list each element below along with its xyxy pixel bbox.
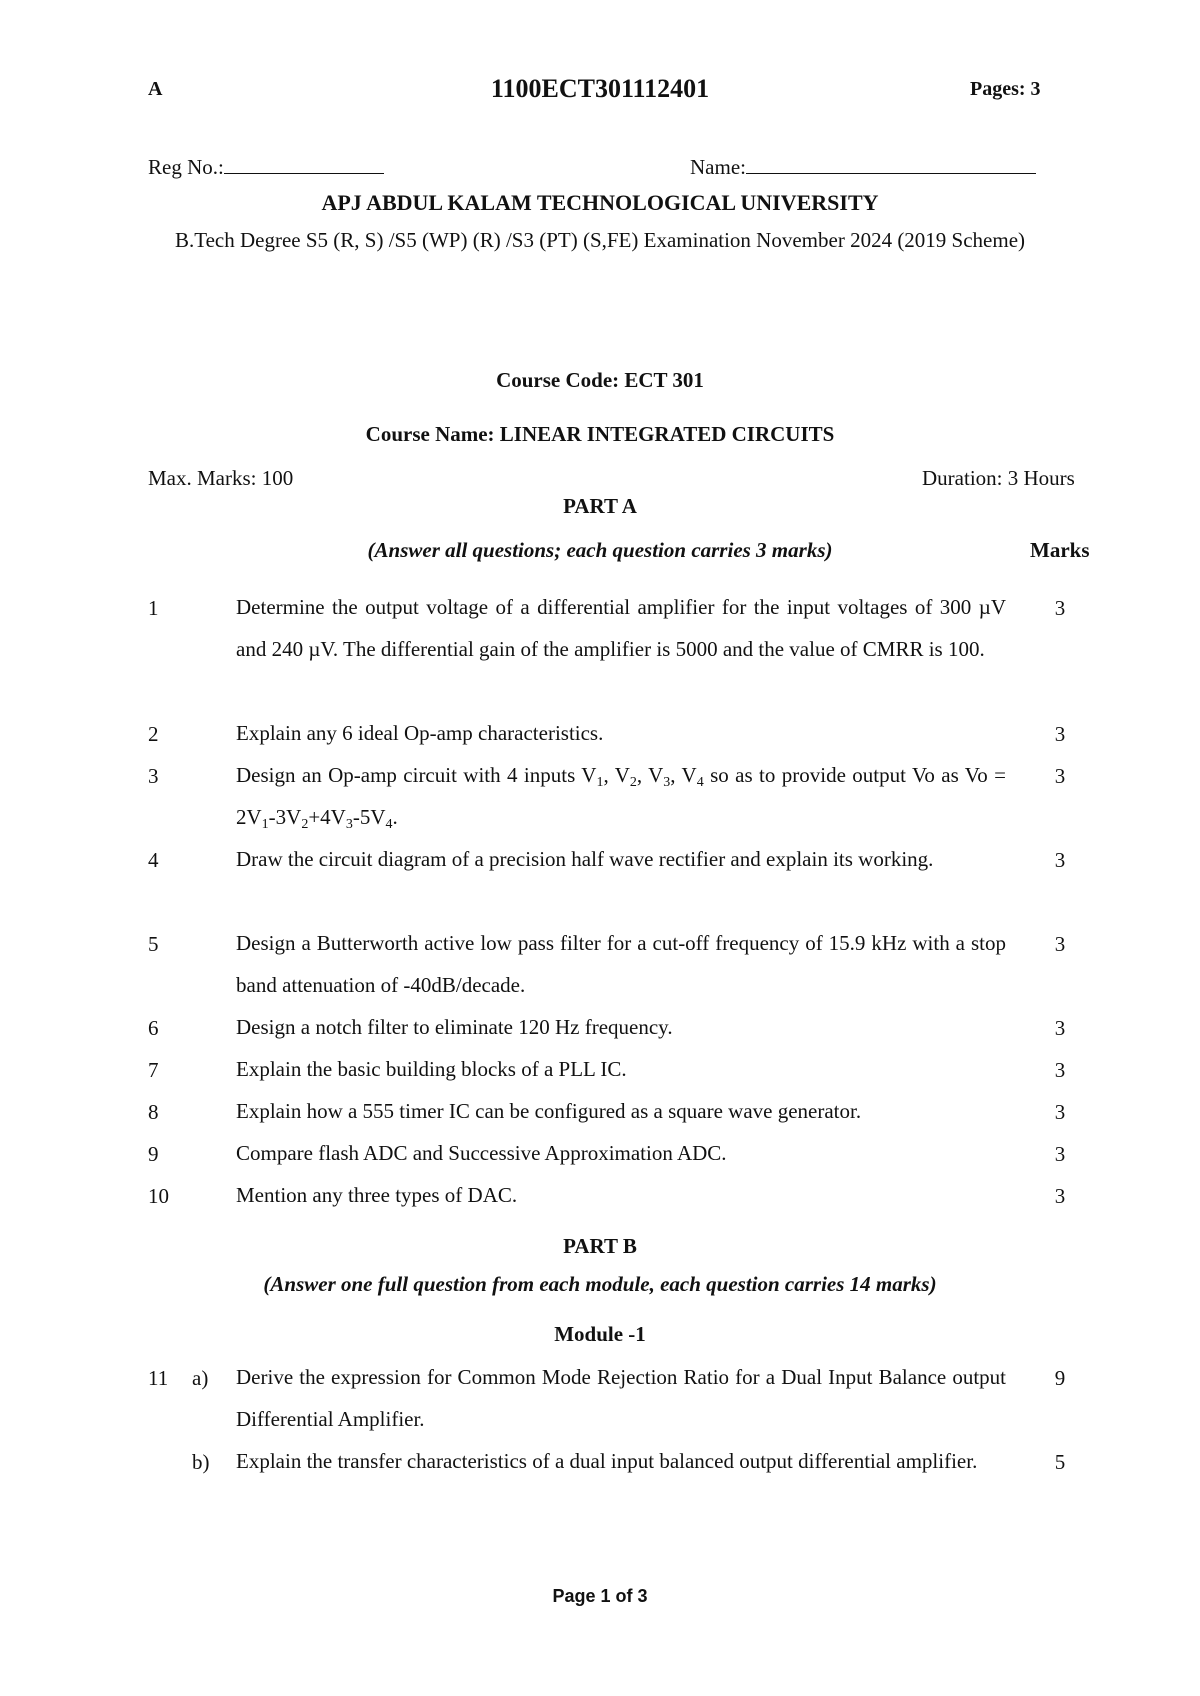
question-number: 2 [148, 722, 159, 746]
question-text: Explain the basic building blocks of a PLL IC. [236, 1057, 627, 1081]
question-marks: 3 [1054, 596, 1066, 620]
question-text: Compare flash ADC and Successive Approximation ADC. [236, 1141, 727, 1165]
reg-no-field [148, 155, 384, 180]
paper-code: 1100ECT301112401 [490, 74, 710, 103]
question-number: 10 [148, 1184, 169, 1208]
question-number: 3 [148, 764, 159, 788]
question-number: 11 [148, 1366, 169, 1390]
question-number: 7 [148, 1058, 159, 1082]
question-text: Explain the transfer characteristics of a dual input balanced output differential amplifier. [236, 1449, 978, 1473]
question-text: Determine the output voltage of a differential amplifier for the input voltages of 300 µV and 240 µV. The differential gain of the amplifier is 5000 and the value of CMRR is 100. [236, 595, 1006, 661]
sub-question-label: b) [192, 1450, 210, 1474]
module-title: Module -1 [554, 1322, 646, 1346]
part-a-title: PART A [563, 494, 637, 518]
question-marks: 3 [1054, 932, 1066, 956]
part-b-title: PART B [563, 1234, 637, 1258]
page-count: Pages: 3 [970, 78, 1041, 100]
duration: Duration: 3 Hours [922, 466, 1075, 490]
question-text: Explain how a 555 timer IC can be configured as a square wave generator. [236, 1099, 862, 1123]
question-marks: 3 [1054, 848, 1066, 872]
question-text: Draw the circuit diagram of a precision half wave rectifier and explain its working. [236, 847, 934, 871]
question-marks: 3 [1054, 1184, 1066, 1208]
question-text: Design a notch filter to eliminate 120 Hz frequency. [236, 1015, 673, 1039]
question-number: 4 [148, 848, 159, 872]
question-marks: 3 [1054, 1058, 1066, 1082]
question-number: 5 [148, 932, 159, 956]
question-text: Design an Op-amp circuit with 4 inputs $V_1$, $V_2$, $V_3$, $V_4$ so as to provide output Vo as $Vo = 2V_1-3V_2+4V_3-5V_4$. [236, 763, 1006, 832]
question-marks: 5 [1054, 1450, 1066, 1474]
question-marks: 3 [1054, 1100, 1066, 1124]
course-name: Course Name: LINEAR INTEGRATED CIRCUITS [365, 422, 835, 446]
university-name: APJ ABDUL KALAM TECHNOLOGICAL UNIVERSITY [321, 190, 879, 215]
question-text: Mention any three types of DAC. [236, 1183, 518, 1207]
question-text: Design a Butterworth active low pass filter for a cut-off frequency of 15.9 kHz with a stop band attenuation of -40dB/decade. [236, 931, 1006, 997]
name-field [690, 155, 1036, 180]
question-text: Explain any 6 ideal Op-amp characteristics. [236, 721, 604, 745]
question-text: Derive the expression for Common Mode Rejection Ratio for a Dual Input Balance output Differential Amplifier. [236, 1365, 1006, 1431]
reg-no-label: Reg No.: [148, 155, 224, 179]
exam-title: B.Tech Degree S5 (R, S) /S5 (WP) (R) /S3 (PT) (S,FE) Examination November 2024 (2019 Scheme) [174, 228, 1026, 252]
course-code: Course Code: ECT 301 [496, 368, 704, 392]
name-blank [746, 155, 1036, 174]
question-set: A [148, 78, 163, 100]
question-marks: 3 [1054, 722, 1066, 746]
question-number: 1 [148, 596, 159, 620]
question-number: 8 [148, 1100, 159, 1124]
max-marks: Max. Marks: 100 [148, 466, 294, 490]
part-b-instruction: (Answer one full question from each module, each question carries 14 marks) [263, 1272, 937, 1296]
sub-question-label: a) [192, 1366, 209, 1390]
question-marks: 3 [1054, 1016, 1066, 1040]
page-footer: Page 1 of 3 [552, 1586, 648, 1606]
reg-no-blank [224, 155, 384, 174]
question-marks: 3 [1054, 1142, 1066, 1166]
question-number: 9 [148, 1142, 159, 1166]
question-marks: 3 [1054, 764, 1066, 788]
marks-header: Marks [1030, 538, 1090, 562]
question-number: 6 [148, 1016, 159, 1040]
name-label: Name: [690, 155, 746, 179]
question-marks: 9 [1054, 1366, 1066, 1390]
part-a-instruction: (Answer all questions; each question carries 3 marks) [367, 538, 833, 562]
